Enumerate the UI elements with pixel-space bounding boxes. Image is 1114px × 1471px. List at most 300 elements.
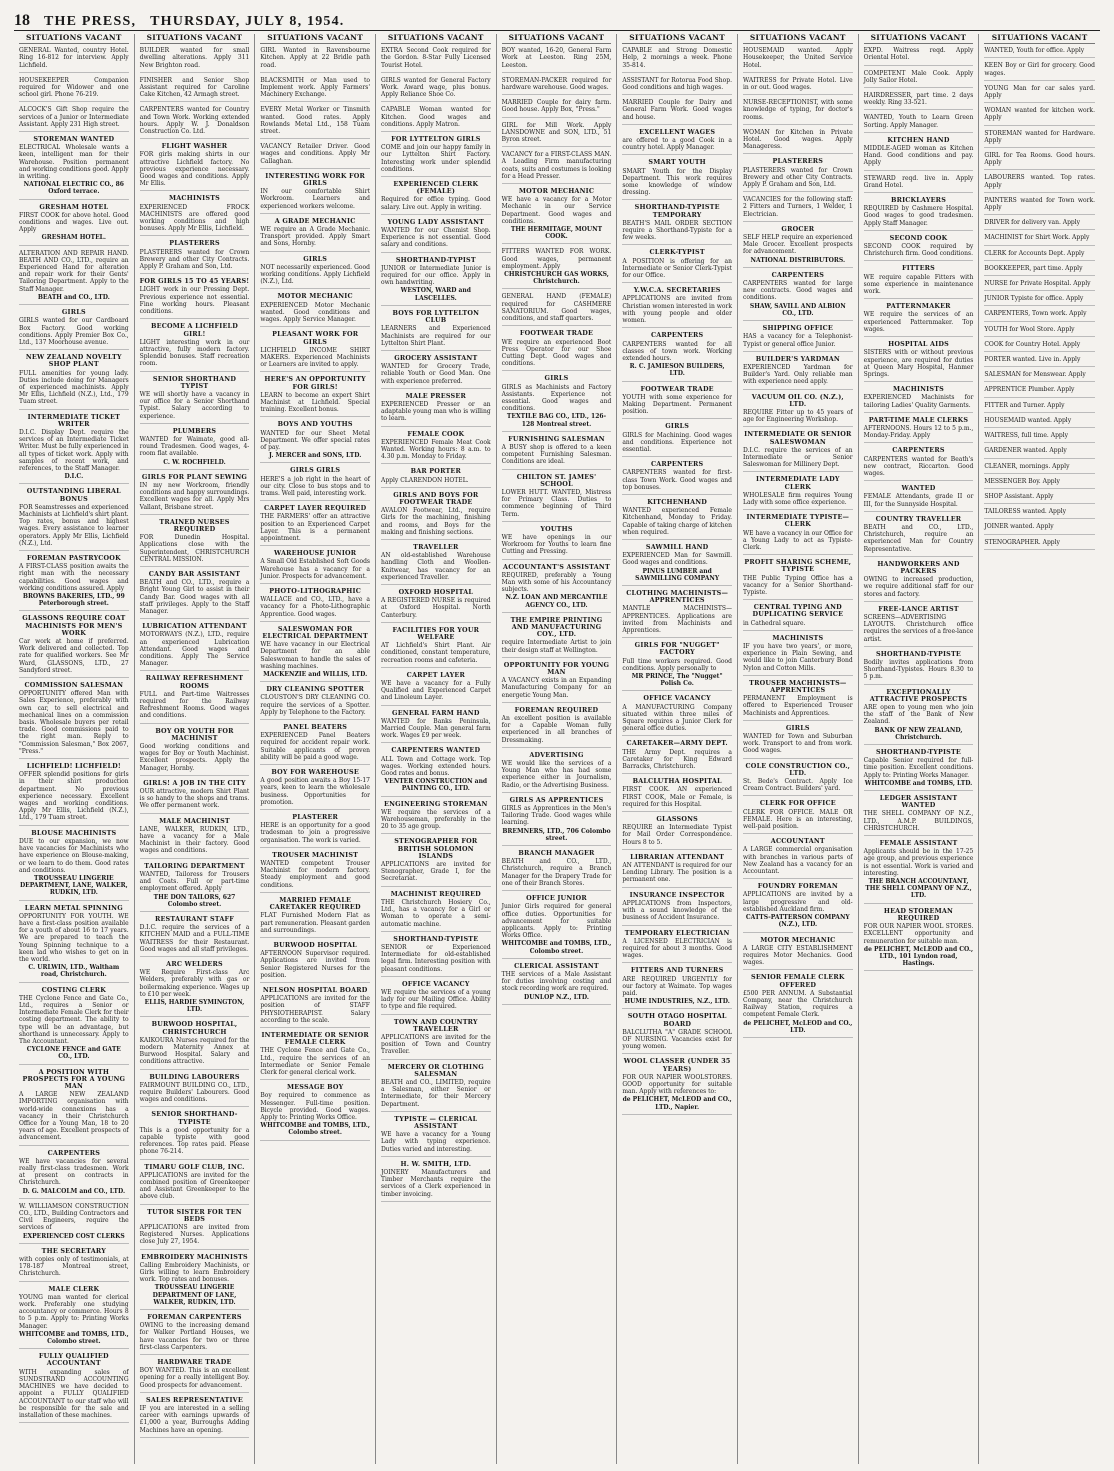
ad-heading: PLASTERERS — [169, 239, 220, 248]
ad-body: AFTERNOON Supervisor required. Applications are invited from Senior Registered Nurses for the position. — [260, 950, 370, 979]
ad-body: APPLICATIONS are invited for Stenographer, Grade I, for the Secretariat. — [380, 861, 491, 883]
ad-body: FINISHER and Senior Shop Assistant required for Caroline Cake Kitchen, 42 Armagh street. — [139, 76, 250, 99]
ad-body: THE Public Typing Office has a vacancy for a Senior Shorthand-Typiste. — [742, 574, 853, 596]
classified-ad — [502, 436, 612, 470]
ad-body: MESSENGER Boy. Apply — [984, 477, 1060, 485]
classified-ad — [381, 310, 491, 351]
classified-ad — [622, 892, 732, 926]
ad-advertiser: D.I.C. — [64, 473, 84, 481]
classified-ad — [140, 1209, 250, 1250]
ad-body: BOY wanted, 16-20, General Farm Work at Leeston. Ring 25M, Leeston. — [501, 47, 612, 69]
ad-heading: KITCHEN HAND — [887, 135, 950, 144]
ad-heading: H. W. SMITH, LTD. — [400, 1159, 472, 1168]
classified-ad — [381, 1064, 491, 1112]
ad-heading: CLERK FOR OFFICE — [759, 799, 836, 808]
ad-advertiser: THE DON TAILORS, 627 Colombo street. — [153, 893, 236, 908]
ad-body: APPLICATIONS are invited from Christian women interested in work with young people and older women. — [622, 295, 732, 325]
classified-ad — [622, 77, 732, 95]
ad-body: PLASTERERS wanted for Crown Brewery and other City Contracts. Apply P. Graham and Son, Ltd. — [742, 166, 853, 189]
ad-heading: MALE CLERK — [48, 1284, 100, 1293]
ad-body: St. Bede's Contract. Apply Ice Cream Contract. Builders' yard. — [742, 778, 853, 793]
classified-ad — [743, 272, 853, 321]
classified-ad — [864, 197, 974, 231]
column-5 — [497, 34, 618, 1464]
classified-ad — [984, 62, 1095, 80]
classified-ad — [19, 414, 129, 485]
classified-ad — [140, 47, 250, 73]
classified-ad — [260, 106, 370, 139]
ad-heading: FULLY QUALIFIED ACCOUNTANT — [38, 1352, 109, 1368]
classified-ad — [743, 158, 853, 192]
classified-ad — [622, 386, 732, 420]
ad-heading: MOTOR MECHANIC — [518, 187, 595, 196]
classified-ad — [260, 77, 370, 103]
ad-body: FULL and Part-time Waitresses required for the Railway Refreshment Rooms. Good wages and conditions. — [139, 690, 250, 720]
ad-heading: YOUNG LADY ASSISTANT — [387, 217, 485, 226]
classified-ad — [381, 672, 491, 706]
classified-ad — [864, 92, 974, 110]
column-heading: SITUATIONS VACANT — [19, 34, 129, 44]
ad-body: THE SHELL COMPANY OF N.Z., LTD., A.M.P. BUILDINGS, CHRISTCHURCH. — [863, 810, 974, 832]
classified-ad — [864, 137, 974, 171]
classified-ad — [502, 797, 612, 846]
classified-ad — [381, 710, 491, 744]
ad-body: REQUIRE an Intermediate Typist for Mail Order Correspondence. Hours 8 to 5. — [622, 824, 732, 846]
ad-heading: MACHINIST REQUIRED — [390, 889, 481, 898]
classified-ad — [502, 707, 612, 748]
classified-ad — [864, 840, 974, 904]
classified-ad — [864, 447, 974, 481]
ad-body: GENERAL HAND (FEMALE) required for CASHMERE SANATORIUM. Good wages, conditions, and staff quarters. — [501, 293, 612, 323]
classified-ad — [864, 70, 974, 88]
classified-ad — [622, 816, 732, 850]
ad-heading: PART-TIME MALE CLERKS — [868, 415, 969, 424]
classified-ad — [743, 838, 853, 879]
ad-advertiser: THE HERMITAGE, MOUNT COOK. — [510, 226, 603, 241]
classified-ad — [622, 854, 732, 888]
ad-advertiser: GRESHAM HOTEL. — [41, 234, 106, 242]
ad-heading: SHORTHAND-TYPISTE — [393, 934, 479, 943]
ad-body: FOR OUR NAPIER WOOL STORES. EXCELLENT opportunity and remuneration for suitable man. — [863, 923, 974, 945]
ad-heading: FOUNDRY FOREMAN — [757, 882, 838, 891]
ad-heading: CARPENTERS — [771, 270, 825, 279]
ad-heading: HERE'S AN OPPORTUNITY FOR GIRLS! — [264, 375, 366, 391]
ad-body: COMPETENT Male Cook. Apply Jolly Sailor Hotel. — [863, 69, 974, 84]
classified-ad — [984, 478, 1095, 489]
ad-body: BOY WANTED. This is an excellent opening for a really intelligent Boy. Good prospects for advancement. — [139, 1367, 250, 1389]
ad-body: GIRLS wanted for our Cardboard Box Factory. Good working conditions. Apply Premier Box Co., Ltd., 137 Moorhouse avenue. — [19, 317, 129, 346]
classified-ad — [984, 250, 1095, 261]
ad-heading: GIRLS FOR PLANT SEWING — [141, 472, 248, 481]
classified-ad — [622, 461, 732, 495]
ad-body: HERE is an opportunity for a good tradesman to join a progressive organisation. The work is varied. — [260, 822, 370, 844]
ad-body: OPPORTUNITY FOR YOUTH. WE have a first-class position available for a youth of about 16 to 17 years. We are prepared to teach the Young Spinning technique to a keen lad who wishes to get on in the world. — [19, 912, 129, 963]
ad-heading: BUILDER'S YARDMAN — [755, 354, 840, 363]
ad-body: FOR Dunedin Hospital. Applications close with the Superintendent, CHRISTCHURCH CENTRAL MISSION. — [139, 534, 250, 563]
classified-ad — [864, 516, 974, 557]
ad-body: BEATH and CO., LTD., Christchurch, require an experienced Man for Country Representative. — [863, 523, 974, 553]
ad-heading: INTERMEDIATE TICKET WRITER — [27, 412, 121, 428]
ad-body: CLERK for Accounts Dept. Apply — [984, 249, 1085, 257]
ad-heading: TEMPORARY ELECTRICIAN — [624, 928, 730, 937]
ad-body: IN my new Workroom, friendly conditions and happy surroundings. Excellent wages for all. Apply Mrs Vallant, Brisbane street. — [139, 481, 250, 511]
classified-ad — [381, 1019, 491, 1060]
classified-ad — [19, 488, 129, 551]
ad-body: WALLACE and CO., LTD., have a vacancy for a Photo-Lithographic Apprentice. Good wages. — [260, 596, 370, 618]
ad-advertiser: C. URLWIN, LTD., Waltham road, Christchurch. — [28, 964, 120, 979]
ad-body: WE require the services of a young lady for our Mailing Office. Ability to type and file required. — [380, 988, 491, 1011]
ad-body: WANTED for our Chemist Shop. Experience is not essential. Good salary and conditions. — [380, 227, 491, 249]
ad-body: SENIOR or Experienced Intermediate for old-established legal firm. Interesting position with pleasant conditions. — [380, 943, 491, 973]
ad-body: MACHINIST for Shirt Work. Apply — [984, 234, 1090, 242]
classified-ad — [864, 417, 974, 444]
classified-ad — [140, 77, 250, 103]
classified-ad — [622, 99, 732, 125]
classified-ad — [743, 47, 853, 73]
classified-ad — [984, 295, 1095, 306]
classified-ad — [140, 240, 250, 274]
ad-body: EXTRA Second Cook required for the Gordon. 8-Star Fully Licensed Tourist Hotel. — [380, 47, 491, 69]
page-number: 18 — [14, 12, 30, 29]
ad-body: WANTED for Town and Suburban work. Transport to and from work. Good wages. — [742, 733, 853, 755]
ad-heading: SAWMILL HAND — [645, 542, 709, 551]
ad-body: Applicants should be in the 17-25 age group, and previous experience is not essential. Work is varied and interesting. — [863, 848, 974, 877]
ad-heading: DRY CLEANING SPOTTER — [266, 685, 364, 694]
column-1 — [14, 34, 135, 1464]
ad-heading: SHIPPING OFFICE — [762, 324, 833, 333]
classified-ad — [19, 309, 129, 350]
ad-body: STENOGRAPHER. Apply — [984, 538, 1060, 546]
classified-ad — [984, 447, 1095, 458]
ad-body: Boy required to commence as Messenger. Full-time position. Bicycle provided. Good wages. Apply to: Printing Works Office. — [260, 1092, 370, 1121]
classified-ad — [743, 476, 853, 510]
classified-ad — [743, 635, 853, 676]
ad-body: THE Cyclone Fence and Gate Co., Ltd., requires a Senior or Intermediate Female Clerk for their costing department. The ability to type will be an advantage, but shorthand is unnecessary. Apply to The Accountant. — [19, 994, 129, 1045]
ad-body: APPLICATIONS are invited for the position of Town and Country Traveller. — [380, 1033, 491, 1056]
classified-ad — [984, 523, 1095, 534]
ad-body: REQUIRED by Cashmere Hospital. Good wages to good tradesmen. Apply Staff Manager. — [863, 205, 974, 227]
ad-heading: FEMALE COOK — [407, 429, 465, 438]
ad-body: FIRST COOK. AN experienced FIRST COOK, Male or Female, is required for this Hospital. — [622, 786, 732, 808]
ad-heading: TRAINED NURSES REQUIRED — [159, 517, 230, 533]
ad-heading: CARPET LAYER REQUIRED — [263, 504, 367, 513]
ad-advertiser: MR PRINCE, The "Nugget" Polish Co. — [631, 673, 723, 688]
classified-ad — [381, 747, 491, 796]
ad-heading: COLE CONSTRUCTION CO., LTD. — [745, 761, 851, 777]
ad-heading: INSURANCE INSPECTOR — [629, 890, 725, 899]
ad-body: EXPERIENCED Man for Sawmill. Good wages and conditions. — [622, 552, 732, 567]
ad-heading: PATTERNMAKER — [886, 302, 951, 311]
classified-ad — [743, 937, 853, 971]
ad-body: BALCLUTHA "A" GRADE SCHOOL OF NURSING. Vacancies exist for young women. — [622, 1028, 732, 1051]
classified-ad — [984, 234, 1095, 245]
classified-ad — [19, 1353, 129, 1423]
ad-body: WANTED, Youth for office. Apply — [984, 47, 1085, 55]
ad-heading: OFFICE VACANCY — [643, 694, 711, 703]
ad-heading: FACILITIES FOR YOUR WELFARE — [392, 625, 480, 641]
ad-heading: YOUTHS — [540, 524, 573, 533]
ad-body: ALCOCK'S Gift Shop require the services of a Junior or Intermediate Assistant. Apply 231 High street. — [19, 106, 129, 128]
ad-body: A LARGE commercial organisation with branches in various parts of New Zealand has a vacancy for an Accountant. — [742, 846, 853, 876]
ad-heading: OFFICE JUNIOR — [526, 894, 587, 903]
classified-ad — [743, 680, 853, 721]
classified-ad — [381, 257, 491, 306]
classified-ad — [984, 493, 1095, 504]
ad-body: A MANUFACTURING Company situated within three miles of Square requires a Junior Clerk for general office duties. — [622, 703, 732, 733]
ad-body: HERE'S a job right in the heart of our city. Close to bus stops and to trams. Well paid, interesting work. — [260, 475, 370, 497]
ad-body: NURSE-RECEPTIONIST, with some knowledge of typing, for doctor's rooms. — [742, 99, 853, 121]
classified-ad — [984, 326, 1095, 337]
classified-ad — [140, 1254, 250, 1310]
ad-body: YOUTH for Wool Store. Apply — [984, 325, 1075, 333]
ad-heading: BALCLUTHA HOSPITAL — [632, 777, 722, 786]
ad-body: WANTED competent Trouser Machinist for modern factory. Steady employment and good conditions. — [260, 860, 370, 889]
ad-heading: RAILWAY REFRESHMENT ROOMS — [145, 674, 244, 690]
ad-heading: ARC WELDERS — [166, 959, 223, 968]
ad-body: WOMAN wanted for kitchen work. Apply — [984, 107, 1095, 122]
classified-ad — [260, 421, 370, 463]
ad-body: WITH expanding sales of SUNDSTRAND ACCOUNTING MACHINES we have decided to appoint a FULLY QUALIFIED ACCOUNTANT to our staff who will be responsible for the sale and installation of these machines. — [19, 1368, 129, 1419]
ad-heading: MOTOR MECHANIC — [760, 935, 836, 944]
classified-ad — [864, 908, 974, 972]
ad-heading: WAREHOUSE JUNIOR — [274, 549, 357, 558]
classified-ad — [19, 905, 129, 983]
classified-ad — [864, 47, 974, 65]
ad-body: GARDENER wanted. Apply — [984, 447, 1067, 455]
ad-body: FOR OUR NAPIER WOOLSTORES. GOOD opportunity for suitable man. Apply with references to: — [622, 1073, 732, 1096]
classified-ad — [743, 763, 853, 797]
ad-body: FITTER and Turner. Apply — [984, 401, 1065, 409]
ad-heading: CARPENTERS — [650, 460, 704, 469]
ad-body: OWING to the increasing demand for Walker Portland Houses, we have vacancies for two or three first-class Carpenters. — [139, 1322, 250, 1351]
classified-ad — [864, 485, 974, 512]
ad-body: A LARGE NEW ZEALAND IMPORTING organisation with world-wide connexions has a vacancy in their Christchurch Office for a Young Man, 18 to 20 years of age. Excellent prospects of advancement. — [19, 1091, 129, 1142]
ad-body: W. WILLIAMSON CONSTRUCTION CO., LTD., Building Contractors and Civil Engineers, require the services of — [19, 1202, 129, 1232]
ad-body: MANTLE MACHINISTS—APPRENTICES. Applications are invited from Machinists and Apprentices. — [622, 605, 732, 634]
ad-body: APPLICATIONS are invited from Registered Nurses. Applications close July 27, 1954. — [139, 1224, 250, 1246]
ad-heading: BOY OR YOUTH FOR MACHINIST — [155, 726, 234, 742]
ad-heading: SENIOR SHORTHAND TYPIST — [152, 374, 237, 390]
ad-body: APPLICATIONS are invited for the position of STAFF PHYSIOTHERAPIST. Salary according to the scale. — [260, 995, 370, 1024]
classified-ad — [743, 559, 853, 600]
ad-body: EXPERIENCED Motor Mechanic wanted. Good conditions and wages. Apply Service Manager. — [260, 301, 370, 324]
ad-body: CARPENTERS wanted for Beath's new contract, Riccarton. Good wages. — [863, 455, 974, 477]
classified-ad — [984, 386, 1095, 397]
column-heading: SITUATIONS VACANT — [743, 34, 853, 44]
classified-ad — [260, 987, 370, 1028]
ad-body: GIRLS as Machinists and Factory Assistants. Experience not essential. Good wages and conditions. — [501, 383, 612, 413]
ad-heading: LEDGER ASSISTANT WANTED — [879, 794, 958, 810]
ad-heading: GIRLS — [61, 308, 86, 317]
ad-body: GIRLS wanted for General Factory Work. Award wage, plus bonus. Apply Reliance Shoe Co. — [380, 76, 491, 99]
classified-ad — [984, 47, 1095, 58]
ad-body: HOUSEMAID wanted. Apply Housekeeper, the United Service Hotel. — [742, 47, 853, 69]
ad-heading: TIMARU GOLF CLUB, INC. — [144, 1162, 245, 1171]
ad-heading: LICHFIELD! LICHFIELD! — [26, 762, 121, 771]
ad-advertiser: EXPERIENCED COST CLERKS — [22, 1232, 125, 1240]
ad-heading: MACHINISTS — [772, 633, 824, 642]
ad-advertiser: WHITCOMBE and TOMBS, LTD., Colombo street. — [260, 1122, 370, 1137]
classified-ad — [864, 749, 974, 791]
ad-heading: MACHINISTS — [893, 385, 944, 394]
ad-body: WAITRESS, full time. Apply — [984, 432, 1069, 440]
ad-body: EXPERIENCED Yardman for Builder's Yard. Only reliable man with experience need apply. — [742, 363, 853, 386]
classified-ad — [743, 800, 853, 834]
classified-ad — [381, 801, 491, 835]
classified-ad — [260, 626, 370, 682]
ad-body: EXPERIENCED FROCK MACHINISTS are offered good working conditions and high bonuses. Apply Mr Ellis, Lichfield. — [139, 203, 250, 233]
classified-ad — [140, 1397, 250, 1438]
ad-heading: HEAD STOREMAN REQUIRED — [883, 906, 954, 922]
ad-body: REQUIRE Fitter up to 45 years of age for Engineering Workshop. — [742, 408, 853, 424]
column-4 — [376, 34, 497, 1464]
ad-body: SCREENS—ADVERTISING LAYOUTS. Christchurch office requires the services of a free-lance artist. — [863, 613, 974, 643]
ad-body: WOMAN for Kitchen in Private Hotel. Good wages. Apply Manageress. — [742, 128, 853, 151]
classified-ad — [622, 129, 732, 156]
ad-body: Capable Senior required for full-time position. Excellent conditions. Apply to: Printing Works Manager. — [863, 757, 974, 779]
ad-heading: ADVERTISING — [529, 750, 584, 759]
ad-body: REQUIRED, preferably a Young Man with some of his Accountancy subjects. — [501, 571, 612, 594]
ad-body: ARE open to young men who join the staff of the Bank of New Zealand. — [863, 704, 974, 726]
classified-ad — [743, 883, 853, 932]
ad-body: require Intermediate Artist to join their design staff at Wellington. — [501, 639, 612, 654]
ad-body: D.I.C. require the services of a KITCHEN MAID and a FULL-TIME WAITRESS for their Restaurant. Good wages and all staff privileges. — [139, 924, 250, 953]
ad-body: FITTERS WANTED FOR WORK. Good wages, permanent employment. Apply — [501, 248, 612, 270]
ad-body: KAIKOURA Nurses required for the modern Maternity Annex at Burwood Hospital. Salary and conditions attractive. — [139, 1036, 250, 1066]
ad-advertiser: MACKENZIE and WILLIS, LTD. — [263, 671, 368, 679]
ad-heading: EXPERIENCED CLERK (FEMALE) — [393, 180, 479, 196]
ad-body: YOUNG man wanted for clerical work. Preferably one studying accountancy or commerce. Hours 8 to 5 p.m. Apply to: Printing Works Manager. — [19, 1293, 129, 1330]
ad-heading: ENGINEERING STOREMAN — [384, 799, 488, 808]
ad-heading: MACHINISTS — [169, 194, 220, 203]
classified-ad — [260, 143, 370, 169]
ad-body: ELECTRICAL Wholesale wants a keen, intelligent man for their Warehouse. Position permanent and working conditions good. Apply in writing. — [19, 144, 129, 181]
classified-ad — [381, 1116, 491, 1157]
ad-body: VACANCIES for the following staff: 2 Fitters and Turners, 1 Welder, 1 Electrician. — [742, 196, 853, 218]
ad-body: WE would like the services of a Young Man who has had some experience either in Journalism, Radio, or the Advertising Business. — [501, 760, 612, 789]
ad-body: TAILORESS wanted. Apply — [984, 508, 1067, 516]
ad-body: BEATH and CO., LIMITED, require a Salesman, either Senior or Intermediate, for their Mercery Department. — [380, 1078, 491, 1108]
classified-ad — [622, 332, 732, 381]
classified-ad — [140, 519, 250, 567]
ad-body: IF you are interested in a selling career with earnings upwards of £1,000 a year, Burroughs Adding Machines have an opening. — [139, 1405, 250, 1434]
ad-body: JUNIOR Typiste for office. Apply — [984, 295, 1084, 303]
ad-body: CLOUSTON'S DRY CLEANING CO. require the services of a Spotter. Apply by Telephone to the Factory. — [260, 694, 370, 716]
ad-body: KEEN Boy or Girl for grocery. Good wages. — [984, 62, 1095, 77]
ad-body: A POSITION is offering for an Intermediate or Senior Clerk-Typist for our Office. — [622, 257, 732, 280]
ad-advertiser: D. G. MALCOLM and CO., LTD. — [22, 1187, 126, 1195]
ad-body: WE have a vacancy in our Office for a Young Lady to act as Typiste-Clerk. — [742, 529, 853, 551]
ad-heading: GLASSONS REQUIRE COAT MACHINISTS FOR MEN'S WORK — [22, 614, 126, 637]
ad-body: PAINTERS wanted for Town work. Apply — [984, 196, 1095, 212]
ad-body: WANTED for Banks Peninsula, Married Couple. Man general farm work. Wages £9 per week. — [380, 717, 491, 740]
ad-heading: SENIOR SHORTHAND-TYPISTE — [151, 1110, 238, 1126]
classified-ad — [984, 310, 1095, 321]
ad-heading: GROCER — [781, 224, 815, 233]
classified-ad — [984, 341, 1095, 352]
ad-body: COME and join our happy family in our Lyttelton Shirt Factory. Interesting work under splendid conditions. — [380, 144, 491, 173]
ad-body: LIGHT work in our Pressing Dept. Previous experience not essential. Fine working hours. Pleasant conditions. — [139, 286, 250, 316]
ad-heading: THE SECRETARY — [41, 1246, 106, 1255]
ad-heading: RESTAURANT STAFF — [154, 914, 235, 923]
ad-heading: GIRLS GIRLS — [290, 466, 341, 475]
ad-heading: MOTOR MECHANIC — [277, 292, 353, 301]
ad-body: ALL Town and Cottage work. Top wages. Working extended hours. Good rates and bonus. — [380, 755, 491, 778]
ad-heading: CLOTHING MACHINISTS—APPRENTICES — [626, 588, 729, 605]
ad-body: WAITRESS for Private Hotel. Live in or out. Good wages. — [742, 76, 853, 92]
ad-advertiser: CHRISTCHURCH GAS WORKS, Christchurch. — [504, 271, 609, 286]
ad-advertiser: WESTON, WARD and LASCELLES. — [400, 287, 471, 302]
ad-heading: SHORTHAND-TYPISTE — [875, 649, 961, 658]
classified-ad — [140, 195, 250, 236]
classified-ad — [140, 1359, 250, 1393]
ad-body: THE Army Dept. requires a Caretaker for King Edward Barracks, Christchurch. — [622, 748, 732, 771]
classified-ad — [984, 152, 1095, 170]
ad-heading: GIRLS — [785, 723, 810, 732]
ad-body: SECOND COOK required by Christchurch firm. Good conditions. — [863, 243, 974, 258]
ad-body: HAIRDRESSER, part time. 2 days weekly. Ring 33-521. — [863, 92, 974, 107]
ad-body: WE require an experienced Boot Press Operator for our Shoe Cutting Dept. Good wages and conditions. — [501, 338, 612, 368]
classified-ad — [140, 1074, 250, 1108]
ad-body: YOUTH with some experience for Making Department. Permanent position. — [622, 393, 732, 416]
classified-ad — [381, 589, 491, 623]
ad-heading: COUNTRY TRAVELLER — [875, 514, 962, 523]
classified-ad — [19, 555, 129, 611]
classified-ad — [381, 468, 491, 487]
ad-heading: BOYS AND YOUTHS — [277, 420, 353, 429]
ad-heading: LEARN METAL SPINNING — [24, 903, 123, 912]
classified-ad — [743, 325, 853, 352]
classified-ad — [743, 431, 853, 472]
ad-body: BEATH'S MAIL ORDER SECTION require a Shorthand-Typiste for a few weeks. — [622, 219, 732, 242]
classified-ad — [260, 256, 370, 290]
ad-advertiser: WHITCOMBE and TOMBS, LTD., Colombo street. — [19, 1330, 129, 1346]
ad-body: WHOLESALE firm requires Young Lady with some office experience. — [742, 491, 853, 506]
ad-heading: GIRLS AND BOYS FOR FOOTWEAR TRADE — [393, 490, 479, 506]
ad-advertiser: ELLIS, HARDIE SYMINGTON, LTD. — [144, 998, 245, 1014]
ad-body: FAIRMOUNT BUILDING CO., LTD., require Builders' Labourers. Good wages and conditions. — [139, 1081, 250, 1104]
ad-body: GIRLS as Apprentices in the Men's Tailoring Trade. Good wages while learning. — [501, 805, 612, 827]
ad-body: A LICENSED ELECTRICIAN is required for about 3 months. Good wages. — [622, 937, 732, 960]
ad-heading: OFFICE VACANCY — [402, 979, 470, 988]
ad-body: PLASTERERS wanted for Crown Brewery and other City Contracts. Apply P. Graham and Son, Ltd. — [139, 248, 250, 271]
ad-body: WE have a vacancy for a Young Lady with typing experience. Duties varied and interesting. — [380, 1131, 491, 1153]
classified-ad — [743, 99, 853, 125]
ad-heading: OUTSTANDING LIBERAL BONUS — [26, 487, 121, 503]
ad-body: OFFER splendid positions for girls in their shirt production department. No previous experience necessary. Excellent wages and working conditions. Apply Mr Ellis, Lichfield (N.Z.), Ltd., 179 Tuam street. — [19, 771, 129, 822]
ad-heading: GRESHAM HOTEL — [39, 202, 109, 211]
ad-body: COOK for Country Hotel. Apply — [984, 340, 1081, 348]
ad-heading: TOWN AND COUNTRY TRAVELLER — [393, 1017, 478, 1033]
classified-ad — [140, 623, 250, 671]
classified-ad — [19, 47, 129, 73]
ad-body: DUE to our expansion, we now have vacancies for Machinists who have experience on Blouse-making, or we learn to do them. Good rates and conditions. — [19, 837, 129, 874]
ad-body: CARPENTERS, Town work. Apply — [984, 310, 1087, 318]
ad-body: CARPENTERS wanted for first-class Town Work. Good wages and top bonuses. — [622, 469, 732, 491]
classified-ad — [622, 499, 732, 540]
ad-body: STOREMAN-PACKER required for hardware warehouse. Good wages. — [501, 76, 612, 92]
ad-body: PORTER wanted. Live in. Apply — [984, 356, 1081, 364]
classified-ad — [864, 341, 974, 382]
ad-advertiser: NATIONAL DISTRIBUTORS. — [750, 256, 846, 264]
ad-heading: SHORTHAND-TYPISTE — [875, 748, 961, 757]
classified-ad — [622, 1058, 732, 1114]
ad-advertiser: de PELICHET, McLEOD and CO., LTD. — [743, 1019, 853, 1034]
classified-ad — [984, 265, 1095, 276]
column-9 — [979, 34, 1100, 1464]
ad-advertiser: TROUSSEAU LINGERIE DEPARTMENT, LANE, WALKER, RUDKIN, LTD. — [19, 874, 128, 897]
classified-ad — [381, 431, 491, 465]
